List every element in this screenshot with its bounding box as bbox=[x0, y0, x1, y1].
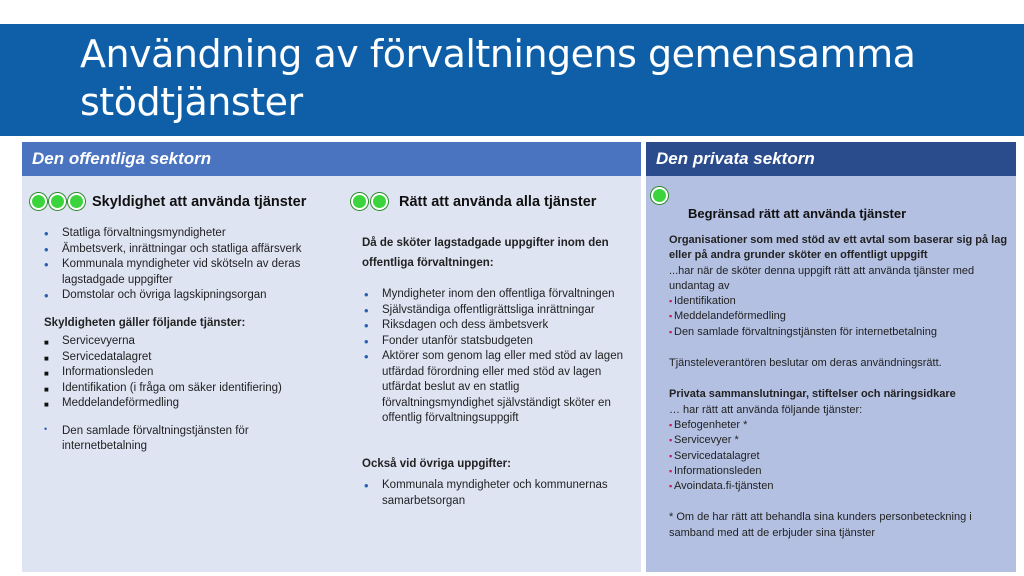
list-item: ■ Informationsleden bbox=[42, 365, 332, 381]
green-dot-icon bbox=[49, 193, 66, 210]
list-item: • Den samlade förvaltningstjänsten för internetbetalning bbox=[42, 424, 282, 455]
list-item: ▪ Identifikation bbox=[669, 294, 1009, 309]
green-dot-icon bbox=[351, 193, 368, 210]
right-intro: Då de sköter lagstadgade uppgifter inom den offentliga förvaltningen: bbox=[362, 237, 609, 269]
footnote: * Om de har rätt att behandla sina kunders personbeteckning i samband med att de erbjuder sina tjänster bbox=[669, 511, 972, 539]
obligation-heading: Skyldighet att använda tjänster bbox=[92, 194, 307, 210]
public-sector-header bbox=[22, 142, 641, 176]
private-content bbox=[669, 233, 1009, 541]
assoc-heading: Privata sammanslutningar, stiftelser och näringsidkare bbox=[669, 388, 956, 401]
green-dot-icon bbox=[371, 193, 388, 210]
list-item: ■ Meddelandeförmedling bbox=[42, 396, 332, 412]
org-intro: Organisationer som med stöd av ett avtal som baserar sig på lag eller på andra grunder sköter en offentligt uppgift bbox=[669, 234, 1008, 262]
list-item: • Riksdagen och dess ämbetsverk bbox=[362, 318, 634, 334]
list-item: • Fonder utanför statsbudgeten bbox=[362, 334, 634, 350]
list-item: • Ämbetsverk, inrättningar och statliga affärsverk bbox=[42, 242, 332, 258]
obligated-services-list bbox=[42, 334, 332, 412]
assoc-sub: … har rätt att använda följande tjänster: bbox=[669, 403, 863, 416]
list-item: ▪ Informationsleden bbox=[669, 464, 1009, 479]
obligation-content bbox=[42, 226, 332, 455]
list-item: ▪ Servicedatalagret bbox=[669, 449, 1009, 464]
public-sector-header-label: Den offentliga sektorn bbox=[32, 149, 212, 168]
other-items-list bbox=[362, 478, 634, 509]
org-exceptions-list bbox=[669, 294, 1009, 340]
right-content bbox=[362, 233, 634, 509]
extra-service-list bbox=[42, 424, 282, 455]
right-items-list bbox=[362, 287, 634, 427]
title-bar bbox=[0, 24, 1024, 136]
other-tasks-heading: Också vid övriga uppgifter: bbox=[362, 457, 511, 470]
green-dot-icon bbox=[30, 193, 47, 210]
green-dot-icon bbox=[68, 193, 85, 210]
list-item: ■ Servicedatalagret bbox=[42, 350, 332, 366]
list-item: • Kommunala myndigheter och kommunernas samarbetsorgan bbox=[362, 478, 634, 509]
obligated-bodies-list bbox=[42, 226, 332, 304]
list-item: ▪ Meddelandeförmedling bbox=[669, 309, 1009, 324]
services-heading: Skyldigheten gäller följande tjänster: bbox=[44, 316, 246, 329]
list-item: ■ Servicevyerna bbox=[42, 334, 332, 350]
right-heading: Rätt att använda alla tjänster bbox=[399, 194, 597, 210]
private-heading: Begränsad rätt att använda tjänster bbox=[688, 206, 907, 221]
org-sub: ...har när de sköter denna uppgift rätt att använda tjänster med undantag av bbox=[669, 264, 975, 292]
list-item: • Statliga förvaltningsmyndigheter bbox=[42, 226, 332, 242]
list-item: • Självständiga offentligrättsliga inrättningar bbox=[362, 303, 634, 319]
list-item: ■ Identifikation (i fråga om säker identifiering) bbox=[42, 381, 332, 397]
private-sector-header bbox=[646, 142, 1016, 176]
private-sector-header-label: Den privata sektorn bbox=[656, 149, 815, 168]
list-item: • Kommunala myndigheter vid skötseln av deras lagstadgade uppgifter bbox=[42, 257, 332, 288]
list-item: ▪ Avoindata.fi-tjänsten bbox=[669, 479, 1009, 494]
list-item: ▪ Den samlade förvaltningstjänsten för internetbetalning bbox=[669, 325, 1009, 340]
assoc-services-list bbox=[669, 418, 1009, 494]
provider-note: Tjänsteleverantören beslutar om deras användningsrätt. bbox=[669, 357, 942, 370]
list-item: ▪ Servicevyer * bbox=[669, 433, 1009, 448]
list-item: • Aktörer som genom lag eller med stöd av lagen utfärdad förordning eller med stöd av lagen utfärdat beslut av en statlig förvaltningsmyndighet självständigt sköter en offentlig förvaltningsuppgift bbox=[362, 349, 634, 427]
list-item: ▪ Befogenheter * bbox=[669, 418, 1009, 433]
slide-title: Användning av förvaltningens gemensamma stödtjänster bbox=[80, 32, 916, 124]
list-item: • Domstolar och övriga lagskipningsorgan bbox=[42, 288, 332, 304]
list-item: • Myndigheter inom den offentliga förvaltningen bbox=[362, 287, 634, 303]
green-dot-icon bbox=[651, 187, 668, 204]
